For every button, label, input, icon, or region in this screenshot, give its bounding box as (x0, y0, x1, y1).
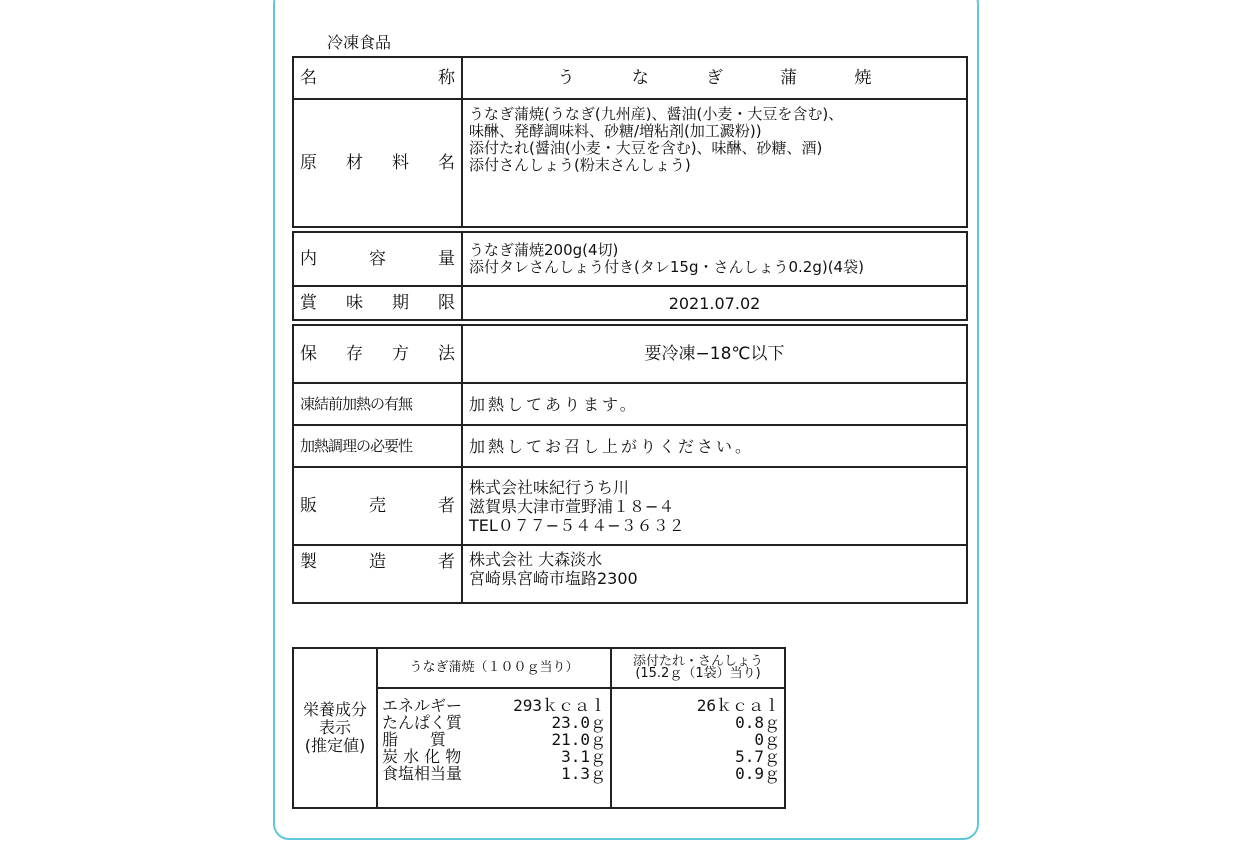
row-seller (293, 467, 967, 545)
ingredient-line: 味醂、発酵調味料、砂糖/増粘剤(加工澱粉)) (469, 122, 762, 140)
seller-phone: TEL０７７−５４４−３６３２ (469, 515, 685, 535)
label-contents (293, 232, 462, 286)
label-char: 材 (346, 152, 363, 173)
col2-header-line: (15.2ｇ（1袋）当り) (635, 666, 761, 681)
contents-line: 添付タレさんしょう付き(タレ15g・さんしょう0.2g)(4袋) (469, 258, 864, 276)
nutrient-value: 0.9ｇ (735, 764, 780, 783)
row-cooking (293, 425, 967, 467)
ingredient-line: 添付たれ(醤油(小麦・大豆を含む)、味醂、砂糖、酒) (469, 139, 823, 157)
nutrition-row (382, 697, 606, 714)
nutrient-value: 1.3ｇ (561, 764, 606, 783)
maker-address: 宮崎県宮崎市塩路2300 (469, 569, 638, 588)
value-char: な (631, 67, 649, 88)
nutrient-value: 3.1ｇ (561, 747, 606, 766)
seller-company: 株式会社味紀行うち川 (469, 477, 630, 497)
nutrition-label (293, 648, 377, 808)
col2-header-line: 添付たれ・さんしょう (632, 654, 763, 669)
nutrient-name: エネルギー (382, 696, 463, 715)
row-ingredients (293, 99, 967, 227)
label-maker (293, 545, 462, 603)
label-name (293, 57, 462, 99)
label-char: 法 (438, 343, 455, 364)
row-contents (293, 232, 967, 286)
nutrition-col1-header: うなぎ蒲焼（１００ｇ当り） (377, 648, 611, 688)
product-info-table (292, 56, 968, 604)
label-char: 内 (300, 248, 317, 269)
nutrient-name: たんぱく質 (382, 713, 463, 732)
label-char: 称 (438, 67, 455, 88)
label-char: 料 (392, 152, 409, 173)
label-char: 名 (438, 152, 455, 173)
label-ingredients (293, 99, 462, 227)
nutrient-value: 5.7ｇ (735, 747, 780, 766)
value-name (462, 57, 967, 99)
value-char: ぎ (705, 67, 723, 88)
nutrient-value: 293ｋｃａｌ (513, 696, 606, 715)
nutrition-row (382, 714, 606, 731)
nutrition-row (382, 731, 606, 748)
category-label: 冷凍食品 (327, 33, 392, 52)
value-storage: 要冷凍−18℃以下 (462, 325, 967, 383)
row-heated (293, 383, 967, 425)
nutrition-row (382, 765, 606, 782)
label-char: 造 (369, 552, 386, 572)
nutrient-value: 21.0ｇ (551, 730, 606, 749)
nutrient-value: 26ｋｃａｌ (696, 696, 780, 715)
value-ingredients (462, 99, 967, 227)
label-char: 保 (300, 343, 317, 364)
nutrition-col1-values (377, 688, 611, 808)
row-name (293, 57, 967, 99)
contents-line: うなぎ蒲焼200g(4切) (469, 241, 619, 259)
value-char: う (557, 67, 575, 88)
value-char: 蒲 (780, 67, 798, 88)
nutrition-row (382, 748, 606, 765)
nutrient-value: 23.0ｇ (551, 713, 606, 732)
nutrient-value: 0.8ｇ (735, 713, 780, 732)
nutrition-table (292, 647, 786, 809)
ingredient-line: うなぎ蒲焼(うなぎ(九州産)、醤油(小麦・大豆を含む)、 (469, 105, 844, 123)
row-best-before (293, 286, 967, 320)
label-char: 者 (438, 552, 455, 572)
label-char: 販 (300, 495, 317, 516)
value-seller (462, 467, 967, 545)
nutrition-label-line: 表示 (318, 718, 351, 737)
label-heated: 凍結前加熱の有無 (293, 383, 462, 425)
label-char: 名 (300, 67, 317, 88)
label-char: 量 (438, 248, 455, 269)
nutrition-label-line: 栄養成分 (302, 700, 367, 719)
value-best-before: 2021.07.02 (462, 286, 967, 320)
value-maker (462, 545, 967, 603)
label-char: 容 (369, 248, 386, 269)
label-char: 限 (438, 292, 455, 313)
nutrition-col2-values (611, 688, 785, 808)
label-char: 原 (300, 152, 317, 173)
value-char: 焼 (854, 67, 872, 88)
value-contents (462, 232, 967, 286)
ingredient-line: 添付さんしょう(粉末さんしょう) (469, 156, 691, 174)
nutrient-name: 炭 水 化 物 (382, 747, 462, 766)
label-char: 賞 (300, 292, 317, 313)
label-char: 存 (346, 343, 363, 364)
value-heated: 加熱してあります。 (462, 383, 967, 425)
nutrient-value: 0ｇ (754, 730, 780, 749)
nutrition-col2-header (611, 648, 785, 688)
row-maker (293, 545, 967, 603)
label-cooking: 加熱調理の必要性 (293, 425, 462, 467)
nutrient-name: 食塩相当量 (382, 764, 463, 783)
nutrition-label-line: (推定値) (304, 736, 366, 755)
label-seller (293, 467, 462, 545)
label-best-before (293, 286, 462, 320)
nutrient-name: 脂 質 (382, 730, 447, 749)
row-storage (293, 325, 967, 383)
label-char: 期 (392, 292, 409, 313)
label-char: 者 (438, 495, 455, 516)
label-char: 味 (346, 292, 363, 313)
label-char: 売 (369, 495, 386, 516)
label-char: 方 (392, 343, 409, 364)
maker-company: 株式会社 大森淡水 (469, 550, 603, 569)
label-char: 製 (300, 552, 317, 572)
value-cooking: 加熱してお召し上がりください。 (462, 425, 967, 467)
label-storage (293, 325, 462, 383)
seller-address: 滋賀県大津市萱野浦１８−４ (469, 496, 675, 516)
